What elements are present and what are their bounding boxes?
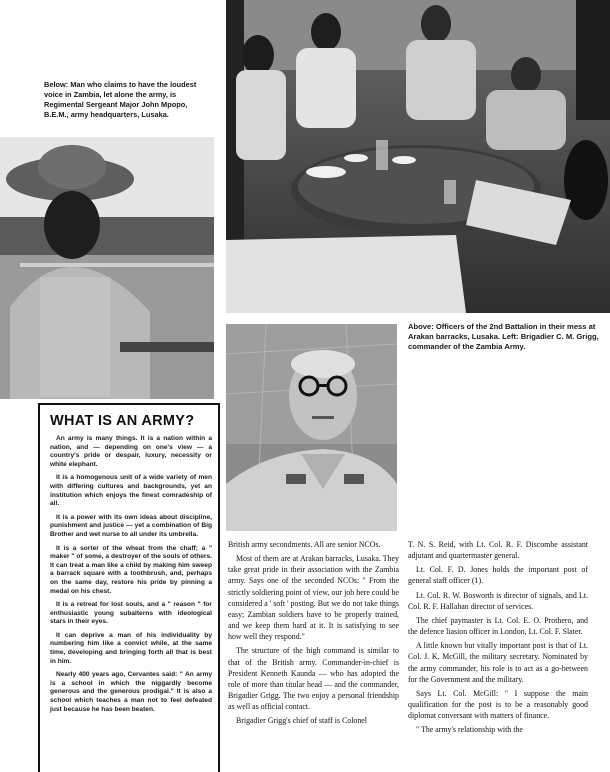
article-paragraph: " The army's relationship with the [416,725,523,735]
article-paragraph: The structure of the high command is similar to that of the British army. Commander-in-chief is President Kenneth Kaunda — who has adopted the role of more than titular head — and the commander, Brigadier Grigg. The two enjoy a personal friendship as well as official contact. [228,646,399,712]
article-column-middle [228,539,399,730]
article-paragraph: Brigadier Grigg's chief of staff is Colonel [236,716,368,726]
article-paragraph: Says Lt. Col. McGill: " I suppose the main qualification for the post is to be a reasonably good diplomat conversant with matters of finance. [408,688,588,721]
article-paragraph: Most of them are at Arakan barracks, Lusaka. They take great pride in their association with the Zambia army. Says one of the seconded NCOs: " From the strictly soldiering point of view, our job here could be considered a ' soft ' posting. But we do not take things easy; Zambian soldiers have to be properly trained, and we keep them hard at it. It is satisfying to see how well they respond." [228,554,399,642]
sidebar-paragraph: Nearly 400 years ago, Cervantes said: " An army is a school in which the niggardly become generous and the generous prodigal." It is also a school which teaches a man not to feel defeated just because he has been beaten. [50,671,212,713]
sergeant-major-photo [0,137,214,399]
article-paragraph: A little known but vitally important post is that of Lt. Col. J. K. McGill, the military secretary. Nominated by the army commander, his role is to act as a go-between for the Government and the military. [408,641,588,684]
sidebar-paragraph: It is a sorter of the wheat from the chaff; a " maker " of some, a destroyer of the souls of others. It can treat a man like a child by making him sweep a barrack square with a toothbrush, and, perhaps on the same day, restore his pride by pinning a medal on his chest. [50,544,212,595]
article-paragraph: British army secondments. All are senior NCOs. [228,540,381,549]
article-column-right [408,539,588,739]
sidebar-paragraph: It is a power with its own ideas about discipline, punishment and justice — yet a combination of Big Brother and wet nurse to all under its umbrella. [50,513,212,538]
caption-below: Below: Man who claims to have the loudest voice in Zambia, let alone the army, is Regimental Sergeant Major John Mpopo, B.E.M., army headquarters, Lusaka. [44,80,197,119]
sidebar-paragraph: It is a homogenous unit of a wide variety of men with differing cultures and backgrounds, yet an institution which enjoys the finest comradeship of all. [50,474,212,508]
sidebar-title: WHAT IS AN ARMY? [50,413,195,429]
sidebar-paragraph: It can deprive a man of his individuality by numbering him like a convict while, at the same time, developing and bringing forth all that is best in him. [50,631,212,665]
brigadier-portrait-photo [226,324,397,531]
article-paragraph: The chief paymaster is Lt. Col. E. O. Prothero, and the defence liasion officer in London, Lt. Col. F. Slater. [408,615,588,637]
article-paragraph: T. N. S. Reid, with Lt. Col. R. F. Discombe assistant adjutant and quartermaster general. [408,540,588,561]
sidebar-paragraph: An army is many things. It is a nation within a nation, and — depending on one's view — a country's pride or despair, luxury, necessity or white elephant. [50,435,212,468]
officers-mess-photo [226,0,610,313]
caption-above: Above: Officers of the 2nd Battalion in their mess at Arakan barracks, Lusaka. Left: Brigadier C. M. Grigg, commander of the Zambia Army. [408,322,599,352]
article-paragraph: Lt. Col. F. D. Jones holds the important post of general staff officer (1). [408,565,588,586]
sidebar-box [38,403,220,772]
sidebar-paragraph: It is a retreat for lost souls, and a " reason " for enthusiastic young subalterns with ideological stars in their eyes. [50,601,212,626]
article-paragraph: Lt. Col. R. W. Bosworth is director of signals, and Lt. Col. R. F. Hallahan director of services. [408,590,588,611]
